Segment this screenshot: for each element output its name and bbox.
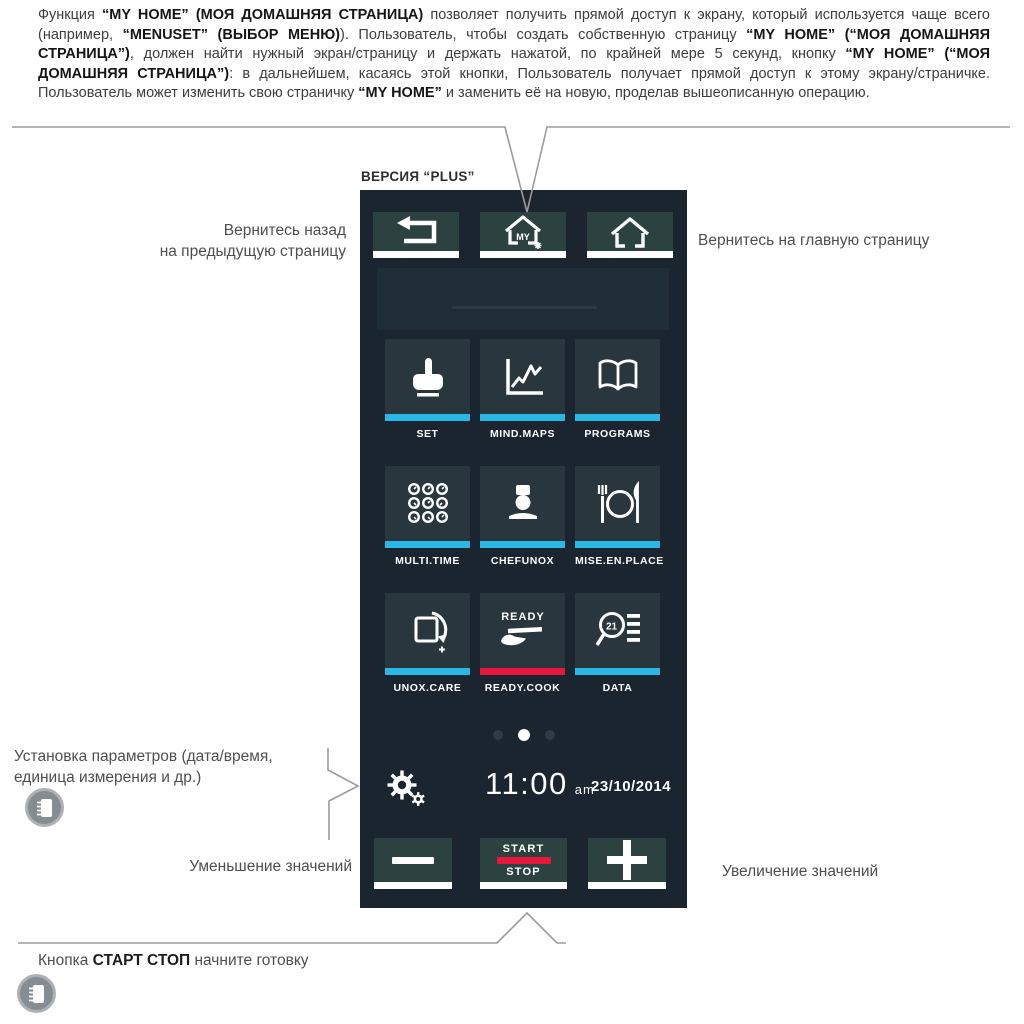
- button-underline: [373, 251, 459, 258]
- multi-clocks-icon: [405, 481, 451, 527]
- my-home-button[interactable]: [480, 212, 566, 258]
- note-start-bold: СТАРТ СТОП: [92, 952, 191, 969]
- chart-icon: [500, 354, 546, 400]
- clock-time: 11:00: [485, 766, 568, 801]
- notebook-icon: [33, 796, 57, 820]
- tile-label: SET: [416, 428, 439, 440]
- tile-chefunox[interactable]: [480, 466, 565, 567]
- note-decrease: Уменьшение значений: [189, 858, 352, 875]
- plus-icon: [607, 840, 647, 880]
- tile-underline: [480, 668, 565, 675]
- start-stop-button-face: [480, 838, 567, 882]
- intro-segment-bold: “MY HOME” (“МОЯ ДОМАШНЯЯ СТРАНИЦА”): [38, 46, 990, 82]
- my-badge: MY: [516, 231, 530, 242]
- button-underline: [588, 882, 666, 889]
- intro-segment: , должен найти нужный экран/страницу и держать нажатой, по крайней мере 5 секунд, кнопку: [129, 46, 846, 62]
- intro-segment-bold: “MY HOME” (МОЯ ДОМАШНЯЯ СТРАНИЦА): [102, 7, 424, 23]
- button-underline: [480, 251, 566, 258]
- intro-segment: ). Пользователь, чтобы создать собственную страницу: [340, 26, 747, 43]
- decrease-button[interactable]: [374, 838, 452, 889]
- decrease-button-face: [374, 838, 452, 882]
- tile-underline: [385, 668, 470, 675]
- tile-label: PROGRAMS: [584, 428, 651, 440]
- tile-mind-maps[interactable]: [480, 339, 565, 440]
- tile-underline: [575, 414, 660, 421]
- tile-data[interactable]: [575, 593, 660, 694]
- tile-multi-time[interactable]: [385, 466, 470, 567]
- back-icon: [394, 216, 438, 248]
- tile-label: UNOX.CARE: [393, 682, 462, 694]
- tile-underline: [480, 541, 565, 548]
- ghost-placeholder: [452, 306, 597, 309]
- button-underline: [374, 882, 452, 889]
- intro-segment-bold: “MENUSET” (ВЫБОР МЕНЮ): [122, 26, 340, 43]
- plate-cutlery-icon: [592, 481, 644, 527]
- tile-underline: [575, 668, 660, 675]
- tile-label: MIND.MAPS: [489, 428, 556, 440]
- note-home: Вернитесь на главную страницу: [698, 232, 930, 249]
- clock: [485, 766, 595, 802]
- intro-segment: и заменить её на новую, проделав вышеописанную операцию.: [441, 85, 870, 101]
- note-start-pre: Кнопка: [38, 952, 93, 969]
- intro-segment-bold: “MY HOME”: [358, 85, 442, 101]
- page-dot-active[interactable]: [518, 729, 530, 741]
- set-hand-icon: [405, 354, 451, 400]
- oven-touch-panel: [360, 190, 687, 908]
- stop-label: STOP: [506, 865, 541, 878]
- lens-digits: 21: [605, 621, 617, 632]
- care-refresh-icon: [405, 608, 451, 654]
- page-dot[interactable]: [545, 730, 555, 740]
- home-button[interactable]: [587, 212, 673, 258]
- tile-face: [385, 593, 470, 668]
- note-start-stop: [38, 950, 309, 971]
- tile-underline: [385, 541, 470, 548]
- tile-face: [575, 466, 660, 541]
- home-button-face: [587, 212, 673, 251]
- tile-underline: [575, 541, 660, 548]
- start-stop-red-bar: [497, 857, 551, 864]
- manual-reference-badge: [25, 788, 64, 827]
- page-dots: [360, 729, 687, 741]
- button-underline: [480, 882, 567, 889]
- note-start-post: начните готовку: [190, 952, 309, 969]
- ghost-slot: [377, 268, 669, 330]
- version-label: ВЕРСИЯ “PLUS”: [361, 169, 475, 184]
- tile-underline: [385, 414, 470, 421]
- tile-face: [480, 593, 565, 668]
- increase-button[interactable]: [588, 838, 666, 889]
- ready-hand-icon: [495, 608, 551, 654]
- gear-icon: [385, 768, 427, 806]
- note-settings-line2: единица измерения и др.): [14, 769, 202, 786]
- note-settings: [14, 746, 344, 788]
- tile-face: [480, 339, 565, 414]
- tile-face: [575, 593, 660, 668]
- note-increase: Увеличение значений: [722, 863, 879, 880]
- settings-gear-button[interactable]: [385, 768, 427, 811]
- intro-segment: позволяет получить прямой доступ к экрану, который используется чаще всего (например,: [38, 7, 990, 43]
- page-dot[interactable]: [493, 730, 503, 740]
- minus-icon: [392, 857, 434, 864]
- intro-paragraph: [38, 6, 990, 104]
- tile-label: DATA: [602, 682, 633, 694]
- note-back-line2: на предыдущую страницу: [159, 243, 346, 260]
- notebook-icon: [25, 982, 49, 1006]
- note-back: [40, 220, 346, 262]
- open-book-icon: [595, 354, 641, 400]
- tile-unox-care[interactable]: [385, 593, 470, 694]
- date-display: 23/10/2014: [591, 778, 672, 795]
- tile-label: CHEFUNOX: [490, 555, 555, 567]
- tile-set[interactable]: [385, 339, 470, 440]
- chef-icon: [500, 481, 546, 527]
- callout-startstop-line: [18, 913, 566, 943]
- my-home-star-icon: [535, 242, 542, 249]
- note-settings-line1: Установка параметров (дата/время,: [14, 748, 273, 765]
- home-icon: [608, 215, 652, 249]
- back-button[interactable]: [373, 212, 459, 258]
- tile-label: MISE.EN.PLACE: [575, 555, 664, 567]
- my-home-icon: [501, 213, 545, 251]
- ready-label: READY: [500, 610, 545, 623]
- data-search-icon: [593, 608, 643, 654]
- tile-face: [480, 466, 565, 541]
- start-stop-button[interactable]: [480, 838, 567, 889]
- tile-ready-cook[interactable]: [480, 593, 565, 694]
- tile-face: [385, 466, 470, 541]
- tile-underline: [480, 414, 565, 421]
- tile-label: READY.COOK: [484, 682, 561, 694]
- my-home-button-face: [480, 212, 566, 251]
- tile-label: MULTI.TIME: [395, 555, 460, 567]
- back-button-face: [373, 212, 459, 251]
- tile-face: [385, 339, 470, 414]
- intro-segment-bold: “MY HOME” (“МОЯ ДОМАШНЯЯ СТРАНИЦА”): [38, 26, 990, 62]
- note-back-line1: Вернитесь назад: [223, 222, 346, 239]
- manual-reference-badge: [17, 974, 56, 1013]
- tile-mise-en-place[interactable]: [575, 466, 664, 567]
- tile-programs[interactable]: [575, 339, 660, 440]
- intro-segment: Функция: [38, 7, 103, 23]
- increase-button-face: [588, 838, 666, 882]
- intro-segment: : в дальнейшем, касаясь этой кнопки, Пользователь получает прямой доступ к этому экрану/страничке. Пользователь может изменить свою страничку: [38, 65, 990, 101]
- start-label: START: [502, 842, 545, 855]
- clock-meridiem: am: [574, 782, 595, 797]
- button-underline: [587, 251, 673, 258]
- tile-face: [575, 339, 660, 414]
